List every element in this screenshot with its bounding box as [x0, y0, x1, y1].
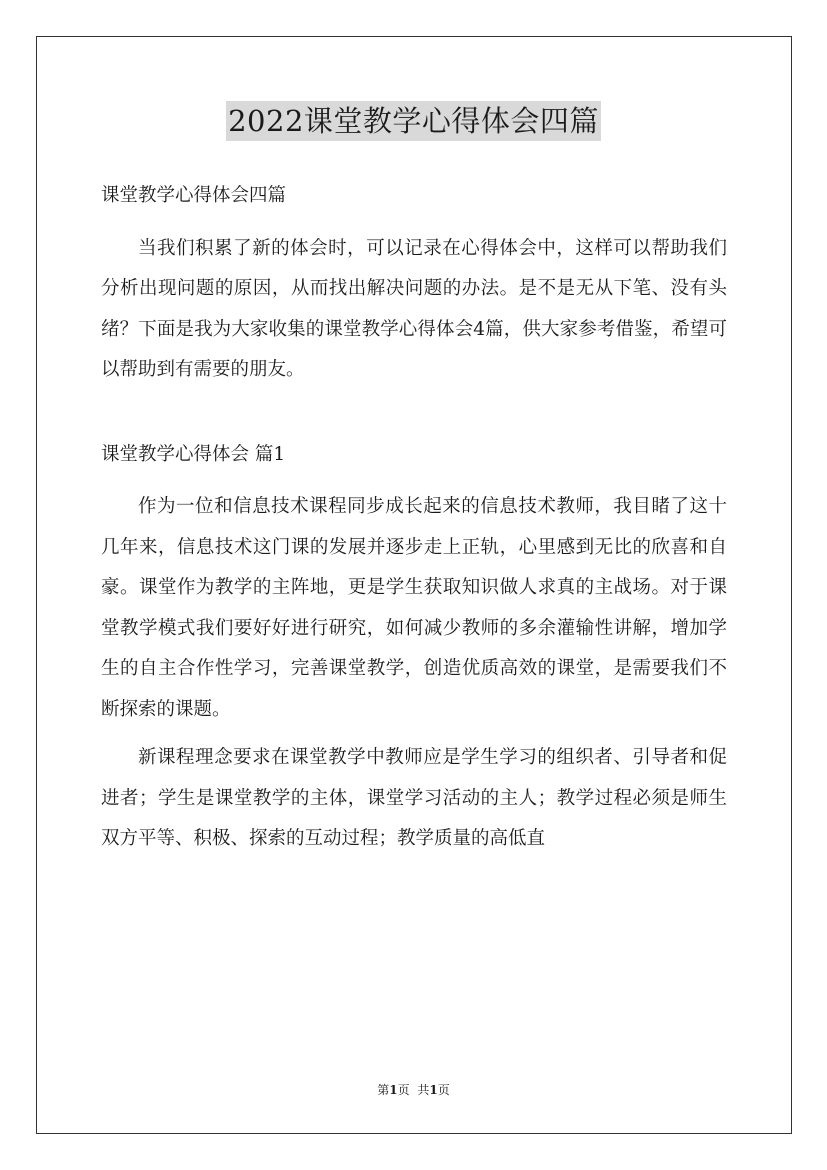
- body-paragraph-2: 新课程理念要求在课堂教学中教师应是学生学习的组织者、引导者和促进者；学生是课堂教学的主体，课堂学习活动的主人；教学过程必须是师生双方平等、积极、探索的互动过程；教学质量的高低直: [101, 747, 727, 849]
- total-suffix: 页: [437, 1083, 450, 1097]
- document-subtitle: 课堂教学心得体会四篇: [101, 185, 287, 206]
- document-title: 2022课堂教学心得体会四篇: [226, 101, 601, 141]
- page-prefix: 第: [377, 1083, 390, 1097]
- page-suffix: 页: [397, 1083, 410, 1097]
- page-number: 1: [389, 1083, 398, 1097]
- title-container: [0, 101, 827, 141]
- body-paragraph-1: 作为一位和信息技术课程同步成长起来的信息技术教师，我目睹了这十几年来，信息技术这门课的发展并逐步走上正轨，心里感到无比的欣喜和自豪。课堂作为教学的主阵地，更是学生获取知识做人求真的主战场。对于课堂教学模式我们要好好进行研究，如何减少教师的多余灌输性讲解，增加学生的自主合作性学习，完善课堂教学，创造优质高效的课堂，是需要我们不断探索的课题。: [101, 496, 727, 720]
- document-body: [101, 176, 727, 860]
- total-prefix: 共: [417, 1083, 430, 1097]
- intro-paragraph: 当我们积累了新的体会时，可以记录在心得体会中，这样可以帮助我们分析出现问题的原因，从而找出解决问题的办法。是不是无从下笔、没有头绪？下面是我为大家收集的课堂教学心得体会4篇，供大家参考借鉴，希望可以帮助到有需要的朋友。: [101, 237, 727, 380]
- page-footer: [0, 1082, 827, 1098]
- section-heading: 课堂教学心得体会 篇1: [101, 443, 286, 465]
- total-pages: 1: [429, 1083, 438, 1097]
